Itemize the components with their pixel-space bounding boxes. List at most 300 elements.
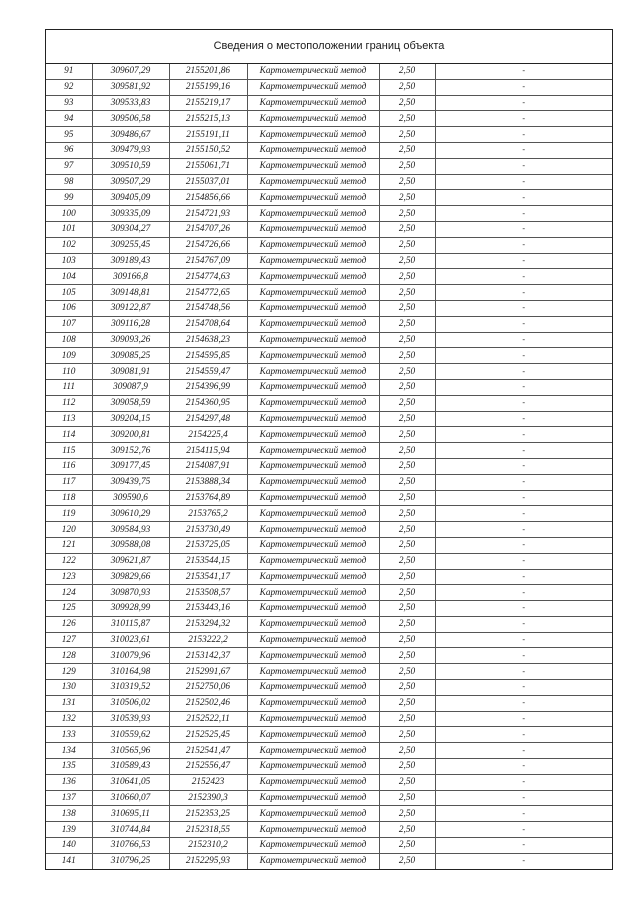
method-cell: Картометрический метод: [247, 348, 379, 364]
x-coordinate-cell: 309335,09: [92, 206, 169, 222]
table-row: [46, 822, 612, 838]
x-coordinate-cell: 309928,99: [92, 601, 169, 617]
accuracy-cell: 2,50: [379, 522, 435, 538]
y-coordinate-cell: 2154748,56: [169, 300, 247, 316]
y-coordinate-cell: 2154559,47: [169, 364, 247, 380]
table-row: [46, 648, 612, 664]
method-cell: Картометрический метод: [247, 427, 379, 443]
x-coordinate-cell: 310796,25: [92, 853, 169, 868]
method-cell: Картометрический метод: [247, 537, 379, 553]
note-cell: -: [435, 474, 612, 490]
y-coordinate-cell: 2155215,13: [169, 111, 247, 127]
method-cell: Картометрический метод: [247, 616, 379, 632]
y-coordinate-cell: 2154297,48: [169, 411, 247, 427]
note-cell: -: [435, 142, 612, 158]
accuracy-cell: 2,50: [379, 506, 435, 522]
method-cell: Картометрический метод: [247, 695, 379, 711]
x-coordinate-cell: 309870,93: [92, 585, 169, 601]
x-coordinate-cell: 309533,83: [92, 95, 169, 111]
point-number-cell: 137: [46, 790, 92, 806]
note-cell: -: [435, 806, 612, 822]
x-coordinate-cell: 310506,02: [92, 695, 169, 711]
accuracy-cell: 2,50: [379, 379, 435, 395]
note-cell: -: [435, 332, 612, 348]
table-row: [46, 285, 612, 301]
note-cell: -: [435, 158, 612, 174]
method-cell: Картометрический метод: [247, 680, 379, 696]
accuracy-cell: 2,50: [379, 364, 435, 380]
y-coordinate-cell: 2152991,67: [169, 664, 247, 680]
y-coordinate-cell: 2154087,91: [169, 458, 247, 474]
note-cell: -: [435, 443, 612, 459]
method-cell: Картометрический метод: [247, 64, 379, 79]
note-cell: -: [435, 648, 612, 664]
table-row: [46, 206, 612, 222]
table-row: [46, 680, 612, 696]
x-coordinate-cell: 310164,98: [92, 664, 169, 680]
accuracy-cell: 2,50: [379, 569, 435, 585]
point-number-cell: 138: [46, 806, 92, 822]
point-number-cell: 127: [46, 632, 92, 648]
accuracy-cell: 2,50: [379, 111, 435, 127]
point-number-cell: 119: [46, 506, 92, 522]
method-cell: Картометрический метод: [247, 806, 379, 822]
y-coordinate-cell: 2153765,2: [169, 506, 247, 522]
x-coordinate-cell: 309506,58: [92, 111, 169, 127]
x-coordinate-cell: 309507,29: [92, 174, 169, 190]
table-row: [46, 474, 612, 490]
y-coordinate-cell: 2152353,25: [169, 806, 247, 822]
table-row: [46, 364, 612, 380]
method-cell: Картометрический метод: [247, 743, 379, 759]
note-cell: -: [435, 711, 612, 727]
y-coordinate-cell: 2155219,17: [169, 95, 247, 111]
point-number-cell: 130: [46, 680, 92, 696]
table-row: [46, 348, 612, 364]
table-row: [46, 601, 612, 617]
note-cell: -: [435, 774, 612, 790]
accuracy-cell: 2,50: [379, 253, 435, 269]
x-coordinate-cell: 309581,92: [92, 79, 169, 95]
table-row: [46, 585, 612, 601]
table-row: [46, 553, 612, 569]
method-cell: Картометрический метод: [247, 601, 379, 617]
note-cell: -: [435, 743, 612, 759]
y-coordinate-cell: 2153764,89: [169, 490, 247, 506]
x-coordinate-cell: 309255,45: [92, 237, 169, 253]
note-cell: -: [435, 695, 612, 711]
note-cell: -: [435, 174, 612, 190]
note-cell: -: [435, 411, 612, 427]
y-coordinate-cell: 2153443,16: [169, 601, 247, 617]
x-coordinate-cell: 309439,75: [92, 474, 169, 490]
point-number-cell: 105: [46, 285, 92, 301]
method-cell: Картометрический метод: [247, 664, 379, 680]
table-row: [46, 269, 612, 285]
method-cell: Картометрический метод: [247, 506, 379, 522]
accuracy-cell: 2,50: [379, 601, 435, 617]
x-coordinate-cell: 310589,43: [92, 759, 169, 775]
point-number-cell: 97: [46, 158, 92, 174]
method-cell: Картометрический метод: [247, 300, 379, 316]
table-row: [46, 237, 612, 253]
method-cell: Картометрический метод: [247, 127, 379, 143]
accuracy-cell: 2,50: [379, 490, 435, 506]
point-number-cell: 116: [46, 458, 92, 474]
x-coordinate-cell: 309085,25: [92, 348, 169, 364]
method-cell: Картометрический метод: [247, 158, 379, 174]
y-coordinate-cell: 2154772,65: [169, 285, 247, 301]
y-coordinate-cell: 2154774,63: [169, 269, 247, 285]
y-coordinate-cell: 2152525,45: [169, 727, 247, 743]
point-number-cell: 101: [46, 221, 92, 237]
point-number-cell: 120: [46, 522, 92, 538]
x-coordinate-cell: 309189,43: [92, 253, 169, 269]
point-number-cell: 91: [46, 64, 92, 79]
x-coordinate-cell: 309479,93: [92, 142, 169, 158]
x-coordinate-cell: 310559,62: [92, 727, 169, 743]
method-cell: Картометрический метод: [247, 838, 379, 854]
point-number-cell: 121: [46, 537, 92, 553]
point-number-cell: 128: [46, 648, 92, 664]
accuracy-cell: 2,50: [379, 127, 435, 143]
accuracy-cell: 2,50: [379, 822, 435, 838]
y-coordinate-cell: 2155191,11: [169, 127, 247, 143]
table-row: [46, 569, 612, 585]
method-cell: Картометрический метод: [247, 79, 379, 95]
table-body: [46, 64, 612, 869]
x-coordinate-cell: 309200,81: [92, 427, 169, 443]
method-cell: Картометрический метод: [247, 853, 379, 868]
y-coordinate-cell: 2153294,32: [169, 616, 247, 632]
table-row: [46, 664, 612, 680]
accuracy-cell: 2,50: [379, 680, 435, 696]
note-cell: -: [435, 632, 612, 648]
table-row: [46, 774, 612, 790]
point-number-cell: 125: [46, 601, 92, 617]
y-coordinate-cell: 2153888,34: [169, 474, 247, 490]
note-cell: -: [435, 95, 612, 111]
method-cell: Картометрический метод: [247, 95, 379, 111]
point-number-cell: 112: [46, 395, 92, 411]
accuracy-cell: 2,50: [379, 269, 435, 285]
point-number-cell: 92: [46, 79, 92, 95]
method-cell: Картометрический метод: [247, 553, 379, 569]
y-coordinate-cell: 2154225,4: [169, 427, 247, 443]
table-row: [46, 790, 612, 806]
note-cell: -: [435, 395, 612, 411]
x-coordinate-cell: 309621,87: [92, 553, 169, 569]
point-number-cell: 129: [46, 664, 92, 680]
table-row: [46, 616, 612, 632]
table-row: [46, 174, 612, 190]
point-number-cell: 109: [46, 348, 92, 364]
point-number-cell: 131: [46, 695, 92, 711]
accuracy-cell: 2,50: [379, 695, 435, 711]
point-number-cell: 115: [46, 443, 92, 459]
x-coordinate-cell: 309829,66: [92, 569, 169, 585]
y-coordinate-cell: 2152556,47: [169, 759, 247, 775]
point-number-cell: 93: [46, 95, 92, 111]
method-cell: Картометрический метод: [247, 474, 379, 490]
point-number-cell: 124: [46, 585, 92, 601]
table-row: [46, 711, 612, 727]
note-cell: -: [435, 316, 612, 332]
table-row: [46, 253, 612, 269]
table-row: [46, 695, 612, 711]
table-row: [46, 853, 612, 868]
y-coordinate-cell: 2155201,86: [169, 64, 247, 79]
y-coordinate-cell: 2152522,11: [169, 711, 247, 727]
note-cell: -: [435, 585, 612, 601]
accuracy-cell: 2,50: [379, 411, 435, 427]
x-coordinate-cell: 310319,52: [92, 680, 169, 696]
note-cell: -: [435, 458, 612, 474]
method-cell: Картометрический метод: [247, 269, 379, 285]
accuracy-cell: 2,50: [379, 790, 435, 806]
accuracy-cell: 2,50: [379, 774, 435, 790]
method-cell: Картометрический метод: [247, 648, 379, 664]
y-coordinate-cell: 2152310,2: [169, 838, 247, 854]
accuracy-cell: 2,50: [379, 853, 435, 868]
x-coordinate-cell: 310023,61: [92, 632, 169, 648]
x-coordinate-cell: 309116,28: [92, 316, 169, 332]
method-cell: Картометрический метод: [247, 585, 379, 601]
point-number-cell: 106: [46, 300, 92, 316]
table-row: [46, 522, 612, 538]
y-coordinate-cell: 2152750,06: [169, 680, 247, 696]
accuracy-cell: 2,50: [379, 79, 435, 95]
accuracy-cell: 2,50: [379, 474, 435, 490]
accuracy-cell: 2,50: [379, 142, 435, 158]
point-number-cell: 113: [46, 411, 92, 427]
x-coordinate-cell: 309610,29: [92, 506, 169, 522]
x-coordinate-cell: 309588,08: [92, 537, 169, 553]
method-cell: Картометрический метод: [247, 206, 379, 222]
point-number-cell: 95: [46, 127, 92, 143]
accuracy-cell: 2,50: [379, 458, 435, 474]
y-coordinate-cell: 2153222,2: [169, 632, 247, 648]
method-cell: Картометрический метод: [247, 727, 379, 743]
accuracy-cell: 2,50: [379, 316, 435, 332]
table-row: [46, 79, 612, 95]
note-cell: -: [435, 206, 612, 222]
note-cell: -: [435, 664, 612, 680]
x-coordinate-cell: 310115,87: [92, 616, 169, 632]
x-coordinate-cell: 309590,6: [92, 490, 169, 506]
y-coordinate-cell: 2153508,57: [169, 585, 247, 601]
method-cell: Картометрический метод: [247, 221, 379, 237]
point-number-cell: 98: [46, 174, 92, 190]
method-cell: Картометрический метод: [247, 569, 379, 585]
table-row: [46, 411, 612, 427]
table-row: [46, 142, 612, 158]
x-coordinate-cell: 310539,93: [92, 711, 169, 727]
point-number-cell: 123: [46, 569, 92, 585]
accuracy-cell: 2,50: [379, 616, 435, 632]
accuracy-cell: 2,50: [379, 727, 435, 743]
y-coordinate-cell: 2154396,99: [169, 379, 247, 395]
note-cell: -: [435, 616, 612, 632]
y-coordinate-cell: 2155150,52: [169, 142, 247, 158]
y-coordinate-cell: 2154726,66: [169, 237, 247, 253]
x-coordinate-cell: 309304,27: [92, 221, 169, 237]
x-coordinate-cell: 309087,9: [92, 379, 169, 395]
method-cell: Картометрический метод: [247, 364, 379, 380]
y-coordinate-cell: 2155037,01: [169, 174, 247, 190]
table-row: [46, 759, 612, 775]
point-number-cell: 94: [46, 111, 92, 127]
point-number-cell: 103: [46, 253, 92, 269]
y-coordinate-cell: 2152502,46: [169, 695, 247, 711]
point-number-cell: 99: [46, 190, 92, 206]
x-coordinate-cell: 310744,84: [92, 822, 169, 838]
accuracy-cell: 2,50: [379, 395, 435, 411]
x-coordinate-cell: 309486,67: [92, 127, 169, 143]
point-number-cell: 114: [46, 427, 92, 443]
point-number-cell: 122: [46, 553, 92, 569]
note-cell: -: [435, 111, 612, 127]
table-row: [46, 158, 612, 174]
note-cell: -: [435, 253, 612, 269]
y-coordinate-cell: 2154767,09: [169, 253, 247, 269]
point-number-cell: 126: [46, 616, 92, 632]
note-cell: -: [435, 838, 612, 854]
table-row: [46, 379, 612, 395]
note-cell: -: [435, 853, 612, 868]
accuracy-cell: 2,50: [379, 64, 435, 79]
y-coordinate-cell: 2155061,71: [169, 158, 247, 174]
point-number-cell: 140: [46, 838, 92, 854]
x-coordinate-cell: 310695,11: [92, 806, 169, 822]
method-cell: Картометрический метод: [247, 174, 379, 190]
note-cell: -: [435, 348, 612, 364]
x-coordinate-cell: 309081,91: [92, 364, 169, 380]
table-row: [46, 506, 612, 522]
table-row: [46, 458, 612, 474]
point-number-cell: 108: [46, 332, 92, 348]
method-cell: Картометрический метод: [247, 285, 379, 301]
method-cell: Картометрический метод: [247, 711, 379, 727]
point-number-cell: 118: [46, 490, 92, 506]
accuracy-cell: 2,50: [379, 743, 435, 759]
y-coordinate-cell: 2152390,3: [169, 790, 247, 806]
table-row: [46, 490, 612, 506]
y-coordinate-cell: 2152295,93: [169, 853, 247, 868]
accuracy-cell: 2,50: [379, 95, 435, 111]
table-row: [46, 427, 612, 443]
accuracy-cell: 2,50: [379, 632, 435, 648]
method-cell: Картометрический метод: [247, 111, 379, 127]
point-number-cell: 133: [46, 727, 92, 743]
y-coordinate-cell: 2153142,37: [169, 648, 247, 664]
point-number-cell: 107: [46, 316, 92, 332]
note-cell: -: [435, 522, 612, 538]
table-row: [46, 221, 612, 237]
y-coordinate-cell: 2153730,49: [169, 522, 247, 538]
note-cell: -: [435, 285, 612, 301]
x-coordinate-cell: 309152,76: [92, 443, 169, 459]
table-row: [46, 743, 612, 759]
accuracy-cell: 2,50: [379, 348, 435, 364]
accuracy-cell: 2,50: [379, 648, 435, 664]
x-coordinate-cell: 309122,87: [92, 300, 169, 316]
note-cell: -: [435, 822, 612, 838]
table-row: [46, 95, 612, 111]
x-coordinate-cell: 309204,15: [92, 411, 169, 427]
method-cell: Картометрический метод: [247, 316, 379, 332]
y-coordinate-cell: 2154707,26: [169, 221, 247, 237]
x-coordinate-cell: 309510,59: [92, 158, 169, 174]
accuracy-cell: 2,50: [379, 443, 435, 459]
accuracy-cell: 2,50: [379, 190, 435, 206]
method-cell: Картометрический метод: [247, 332, 379, 348]
point-number-cell: 134: [46, 743, 92, 759]
y-coordinate-cell: 2152318,55: [169, 822, 247, 838]
x-coordinate-cell: 310766,53: [92, 838, 169, 854]
point-number-cell: 132: [46, 711, 92, 727]
table-row: [46, 537, 612, 553]
accuracy-cell: 2,50: [379, 237, 435, 253]
y-coordinate-cell: 2153725,05: [169, 537, 247, 553]
table-title: Сведения о местоположении границ объекта: [46, 30, 612, 64]
method-cell: Картометрический метод: [247, 522, 379, 538]
point-number-cell: 139: [46, 822, 92, 838]
note-cell: -: [435, 553, 612, 569]
note-cell: -: [435, 569, 612, 585]
y-coordinate-cell: 2154708,64: [169, 316, 247, 332]
table-row: [46, 395, 612, 411]
method-cell: Картометрический метод: [247, 790, 379, 806]
accuracy-cell: 2,50: [379, 537, 435, 553]
method-cell: Картометрический метод: [247, 458, 379, 474]
y-coordinate-cell: 2153544,15: [169, 553, 247, 569]
y-coordinate-cell: 2152541,47: [169, 743, 247, 759]
table-row: [46, 300, 612, 316]
x-coordinate-cell: 310641,05: [92, 774, 169, 790]
point-number-cell: 102: [46, 237, 92, 253]
y-coordinate-cell: 2152423: [169, 774, 247, 790]
table-row: [46, 316, 612, 332]
table-row: [46, 127, 612, 143]
note-cell: -: [435, 490, 612, 506]
method-cell: Картометрический метод: [247, 142, 379, 158]
accuracy-cell: 2,50: [379, 285, 435, 301]
note-cell: -: [435, 727, 612, 743]
note-cell: -: [435, 680, 612, 696]
accuracy-cell: 2,50: [379, 332, 435, 348]
note-cell: -: [435, 427, 612, 443]
accuracy-cell: 2,50: [379, 711, 435, 727]
accuracy-cell: 2,50: [379, 158, 435, 174]
method-cell: Картометрический метод: [247, 237, 379, 253]
note-cell: -: [435, 379, 612, 395]
x-coordinate-cell: 309607,29: [92, 64, 169, 79]
y-coordinate-cell: 2154856,66: [169, 190, 247, 206]
note-cell: -: [435, 759, 612, 775]
y-coordinate-cell: 2154721,93: [169, 206, 247, 222]
note-cell: -: [435, 79, 612, 95]
point-number-cell: 117: [46, 474, 92, 490]
x-coordinate-cell: 310079,96: [92, 648, 169, 664]
x-coordinate-cell: 310660,07: [92, 790, 169, 806]
note-cell: -: [435, 64, 612, 79]
accuracy-cell: 2,50: [379, 585, 435, 601]
point-number-cell: 96: [46, 142, 92, 158]
method-cell: Картометрический метод: [247, 253, 379, 269]
method-cell: Картометрический метод: [247, 443, 379, 459]
method-cell: Картометрический метод: [247, 822, 379, 838]
